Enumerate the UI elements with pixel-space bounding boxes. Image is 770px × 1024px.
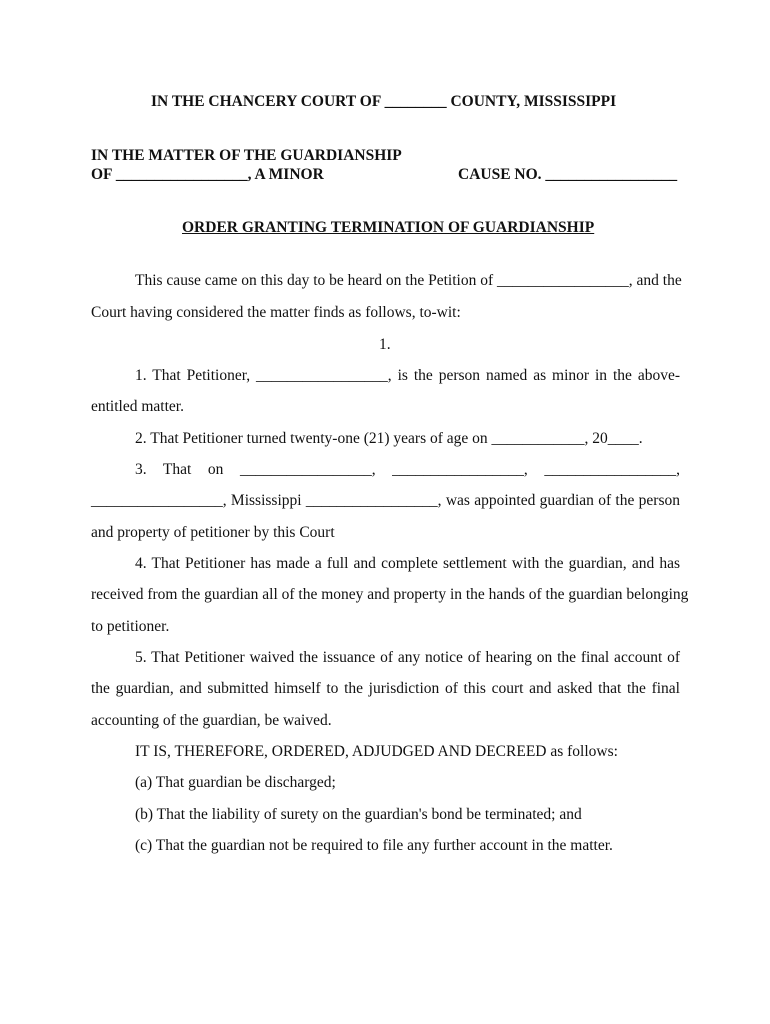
finding-4-line-2: received from the guardian all of the money and property in the hands of the guardian belonging: [91, 586, 689, 603]
decree-item-a: (a) That guardian be discharged;: [135, 774, 336, 791]
finding-2-line-1: 2. That Petitioner turned twenty-one (21) years of age on ____________, 20____.: [135, 430, 643, 447]
decree-item-b: (b) That the liability of surety on the guardian's bond be terminated; and: [135, 806, 582, 823]
finding-5-line-3: accounting of the guardian, be waived.: [91, 712, 332, 729]
intro-line-2: Court having considered the matter finds as follows, to-wit:: [91, 304, 461, 321]
finding-4-line-1: 4. That Petitioner has made a full and complete settlement with the guardian, and has: [135, 555, 680, 572]
finding-3-line-2: _________________, Mississippi _________________, was appointed guardian of the person: [91, 492, 680, 509]
intro-line-1: This cause came on this day to be heard on the Petition of _________________, and the: [135, 272, 682, 289]
finding-3-line-1: 3. That on _________________, _________________, _________________,: [135, 461, 680, 478]
order-title: ORDER GRANTING TERMINATION OF GUARDIANSHIP: [182, 219, 595, 236]
finding-5-line-1: 5. That Petitioner waived the issuance of any notice of hearing on the final account of: [135, 649, 680, 666]
finding-1-line-1: 1. That Petitioner, _________________, is the person named as minor in the above-: [135, 367, 680, 384]
matter-line-2: OF _________________, A MINOR: [91, 166, 324, 183]
cause-number: CAUSE NO. _________________: [458, 166, 678, 183]
court-heading: IN THE CHANCERY COURT OF ________ COUNTY, MISSISSIPPI: [151, 93, 617, 110]
section-number: 1.: [379, 336, 391, 353]
finding-3-line-3: and property of petitioner by this Court: [91, 524, 335, 541]
matter-line-1: IN THE MATTER OF THE GUARDIANSHIP: [91, 147, 402, 164]
finding-4-line-3: to petitioner.: [91, 618, 170, 635]
decree-heading: IT IS, THEREFORE, ORDERED, ADJUDGED AND DECREED as follows:: [135, 743, 618, 760]
finding-5-line-2: the guardian, and submitted himself to the jurisdiction of this court and asked that the final: [91, 680, 680, 697]
finding-1-line-2: entitled matter.: [91, 398, 184, 415]
decree-item-c: (c) That the guardian not be required to file any further account in the matter.: [135, 837, 613, 854]
